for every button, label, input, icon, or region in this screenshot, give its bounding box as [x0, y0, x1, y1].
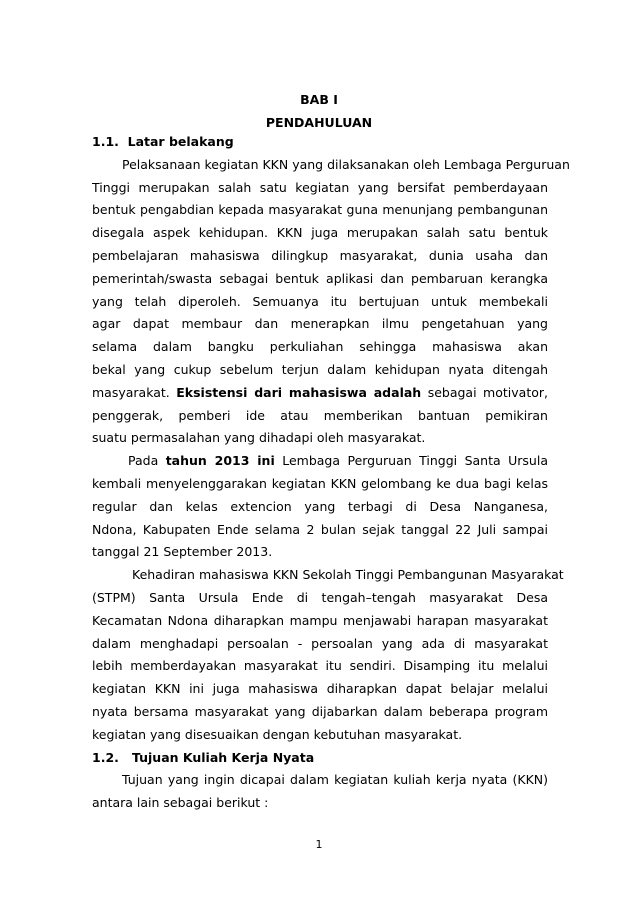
- bold-phrase: Eksistensi dari mahasiswa adalah: [176, 384, 422, 400]
- paragraph-line: lebih memberdayakan masyarakat itu sendiri. Disamping itu melalui: [92, 658, 548, 674]
- paragraph-line: antara lain sebagai berikut :: [92, 795, 269, 811]
- paragraph-line: Kehadiran mahasiswa KKN Sekolah Tinggi Pembangunan Masyarakat: [132, 567, 564, 583]
- section-number: 1.1.: [92, 134, 119, 149]
- bold-phrase: tahun 2013 ini: [165, 453, 275, 469]
- paragraph-line: kegiatan yang disesuaikan dengan kebutuhan masyarakat.: [92, 726, 463, 742]
- text-run: sebagai motivator,: [427, 384, 548, 400]
- section-title: Latar belakang: [127, 134, 234, 149]
- paragraph-line: agar dapat membaur dan menerapkan ilmu pengetahuan yang: [92, 316, 548, 332]
- paragraph-line: Tinggi merupakan salah satu kegiatan yang bersifat pemberdayaan: [92, 179, 548, 195]
- paragraph-line: disegala aspek kehidupan. KKN juga merupakan salah satu bentuk: [92, 225, 548, 241]
- paragraph-line: bekal yang cukup sebelum terjun dalam kehidupan nyata ditengah: [92, 361, 548, 377]
- paragraph-line: penggerak, pemberi ide atau memberikan bantuan pemikiran: [92, 407, 548, 423]
- paragraph-line: yang telah diperoleh. Semuanya itu bertujuan untuk membekali: [92, 293, 548, 309]
- paragraph-line: nyata bersama masyarakat yang dijabarkan dalam beberapa program: [92, 703, 548, 719]
- paragraph-line: [92, 382, 548, 405]
- paragraph-line: regular dan kelas extencion yang terbagi di Desa Nanganesa,: [92, 498, 548, 514]
- section-heading: [92, 131, 548, 154]
- paragraph-line: dalam menghadapi persoalan - persoalan yang ada di masyarakat: [92, 635, 548, 651]
- paragraph-line: pemerintah/swasta sebagai bentuk aplikasi dan pembaruan kerangka: [92, 270, 548, 286]
- section-heading: [92, 747, 548, 770]
- paragraph-line: bentuk pengabdian kepada masyarakat guna menunjang pembangunan: [92, 202, 548, 218]
- paragraph-line: [92, 450, 548, 473]
- paragraph-line: pembelajaran mahasiswa dilingkup masyarakat, dunia usaha dan: [92, 247, 548, 263]
- section-title: Tujuan Kuliah Kerja Nyata: [131, 749, 315, 765]
- paragraph-line: selama dalam bangku perkuliahan sehingga mahasiswa akan: [92, 339, 548, 355]
- paragraph-line: Kecamatan Ndona diharapkan mampu menjawabi harapan masyarakat: [92, 612, 548, 628]
- paragraph-line: (STPM) Santa Ursula Ende di tengah–tengah masyarakat Desa: [92, 589, 548, 605]
- text-run: Pada: [128, 453, 159, 469]
- paragraph-line: Pelaksanaan kegiatan KKN yang dilaksanakan oleh Lembaga Perguruan: [122, 156, 570, 172]
- section-number: 1.2.: [92, 749, 119, 765]
- chapter-label: BAB I: [300, 92, 338, 107]
- paragraph-line: kembali menyelenggarakan kegiatan KKN gelombang ke dua bagi kelas: [92, 475, 548, 491]
- chapter-title: PENDAHULUAN: [265, 115, 373, 130]
- paragraph-line: suatu permasalahan yang dihadapi oleh masyarakat.: [92, 430, 426, 446]
- paragraph-line: Ndona, Kabupaten Ende selama 2 bulan sejak tanggal 22 Juli sampai: [92, 521, 548, 537]
- body-text: [92, 131, 570, 815]
- page-number: 1: [315, 838, 323, 851]
- text-run: Lembaga Perguruan Tinggi Santa Ursula: [282, 453, 548, 469]
- paragraph-line: tanggal 21 September 2013.: [92, 544, 273, 560]
- paragraph-line: kegiatan KKN ini juga mahasiswa diharapkan dapat belajar melalui: [92, 681, 548, 697]
- text-run: masyarakat.: [92, 384, 170, 400]
- paragraph-line: Tujuan yang ingin dicapai dalam kegiatan kuliah kerja nyata (KKN): [122, 772, 548, 788]
